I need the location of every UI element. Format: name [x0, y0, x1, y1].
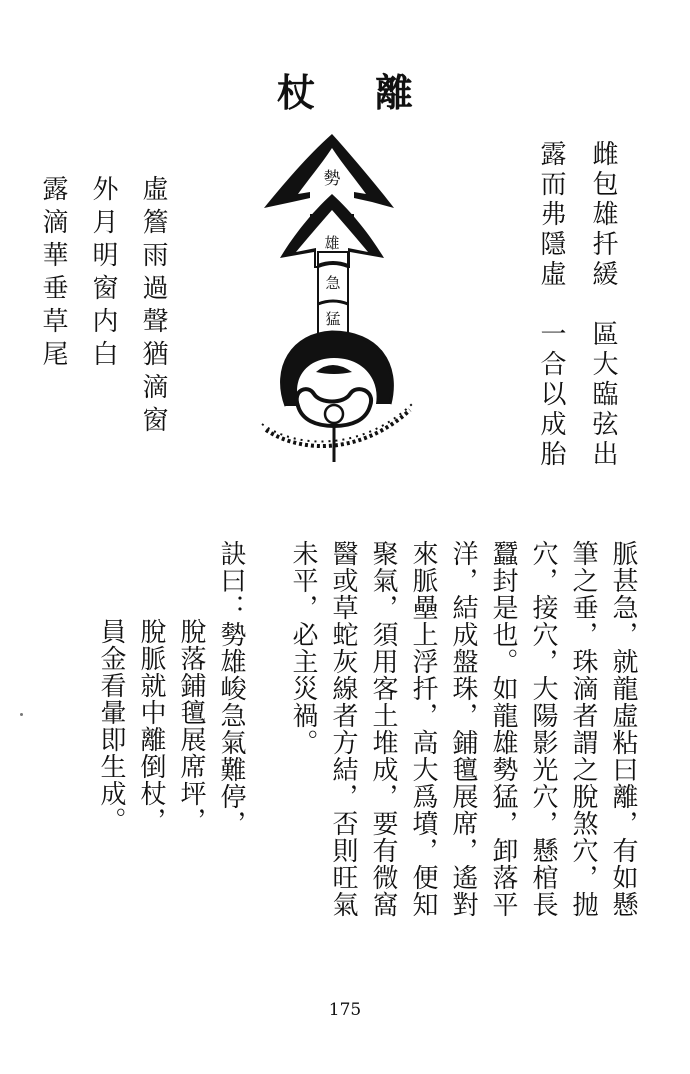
page-title — [0, 62, 690, 117]
verse-left-col-2: 外月明窗内白 — [88, 175, 118, 373]
verse-left-col-1: 虛簷雨過聲猶滴窗 — [138, 175, 168, 439]
prose-col-3: 穴，接穴，大陽影光穴，懸棺長 — [528, 540, 558, 918]
prose-col-7: 聚氣，須用客土堆成，要有微窩 — [368, 540, 398, 918]
verse-right-col-1: 雌包雄扦緩 區大臨弦出 — [588, 140, 618, 470]
prose-col-2: 筆之垂，珠滴者謂之脫煞穴，抛 — [568, 540, 598, 918]
title-char-1: 杖 — [276, 70, 315, 115]
page-number: 175 — [328, 1000, 362, 1020]
formula-col-4: 員金看暈即生成。 — [96, 618, 126, 834]
title-char-2: 離 — [375, 70, 414, 115]
prose-col-1: 脈甚急，就龍虛粘曰離，有如懸 — [608, 540, 638, 918]
diagram-label-bottom: 猛 — [325, 310, 341, 328]
formula-col-3: 脫脈就中離倒杖， — [136, 618, 166, 834]
li-zhang-diagram — [252, 128, 422, 468]
diagram-label-low: 急 — [325, 274, 341, 292]
verse-right-col-2: 露而弗隱虛 一合以成胎 — [536, 140, 566, 470]
prose-col-5: 洋，結成盤珠，鋪氊展席，遙對 — [448, 540, 478, 918]
formula-col-1: 訣曰：勢雄峻急氣難停， — [216, 540, 246, 837]
verse-left-col-3: 露滴華垂草尾 — [38, 175, 68, 373]
diagram-label-mid: 雄 — [324, 234, 340, 252]
prose-col-4: 蠶封是也。如龍雄勢猛，卸落平 — [488, 540, 518, 918]
prose-col-9: 未平，必主災禍。 — [288, 540, 318, 756]
scan-speck — [20, 713, 23, 716]
prose-col-8: 醫或草蛇灰線者方結，否則旺氣 — [328, 540, 358, 918]
prose-col-6: 來脈壘上浮扦，高大爲墳，便知 — [408, 540, 438, 918]
diagram-label-top: 勢 — [323, 169, 341, 189]
formula-col-2: 脫落鋪氊展席坪， — [176, 618, 206, 834]
